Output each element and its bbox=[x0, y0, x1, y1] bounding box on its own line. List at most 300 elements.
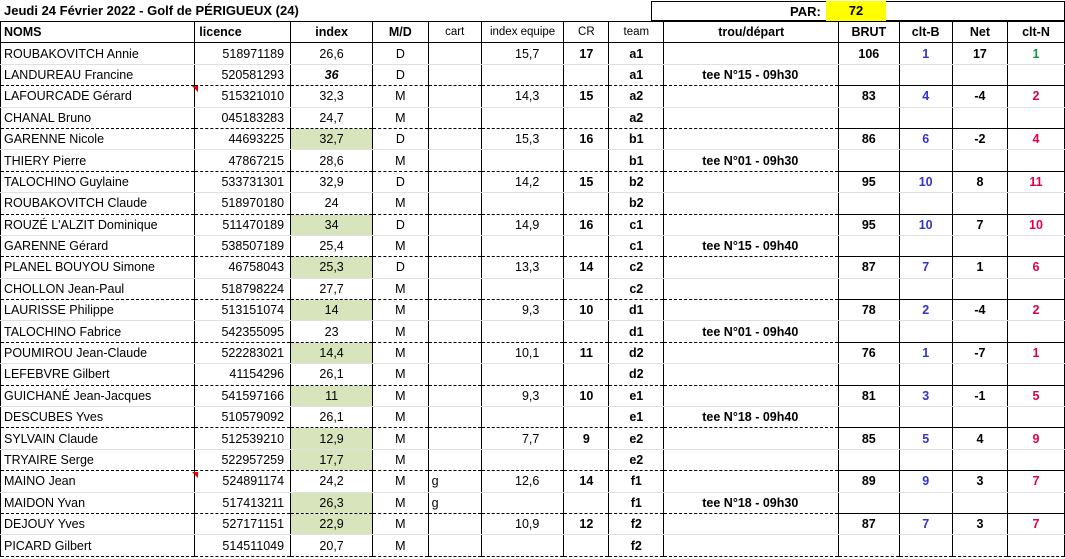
index-equipe-cell[interactable]: 14,3 bbox=[481, 86, 564, 107]
header-cart[interactable]: cart bbox=[428, 22, 481, 43]
cart-cell[interactable] bbox=[428, 535, 481, 556]
licence-cell[interactable]: 527171151 bbox=[195, 513, 291, 534]
licence-cell[interactable]: 515321010 bbox=[195, 86, 291, 107]
net-cell[interactable] bbox=[952, 449, 1007, 470]
trou-depart-cell[interactable] bbox=[664, 43, 839, 64]
player-name[interactable]: THIERY Pierre bbox=[1, 150, 195, 171]
trou-depart-cell[interactable]: tee N°18 - 09h30 bbox=[664, 492, 839, 513]
index-equipe-cell[interactable] bbox=[481, 107, 564, 128]
cr-cell[interactable] bbox=[564, 449, 609, 470]
index-cell[interactable]: 25,3 bbox=[291, 257, 373, 278]
cr-cell[interactable] bbox=[564, 364, 609, 385]
index-cell[interactable]: 24,2 bbox=[291, 471, 373, 492]
team-cell[interactable]: c2 bbox=[609, 257, 664, 278]
net-cell[interactable] bbox=[952, 321, 1007, 342]
gender-cell[interactable]: M bbox=[373, 107, 428, 128]
gender-cell[interactable]: M bbox=[373, 471, 428, 492]
cart-cell[interactable] bbox=[428, 193, 481, 214]
clt-n-cell[interactable] bbox=[1007, 321, 1064, 342]
licence-cell[interactable]: 518798224 bbox=[195, 278, 291, 299]
net-cell[interactable] bbox=[952, 64, 1007, 85]
cr-cell[interactable] bbox=[564, 150, 609, 171]
team-cell[interactable]: c2 bbox=[609, 278, 664, 299]
clt-b-cell[interactable] bbox=[899, 364, 952, 385]
licence-cell[interactable]: 44693225 bbox=[195, 128, 291, 149]
licence-cell[interactable]: 41154296 bbox=[195, 364, 291, 385]
clt-b-cell[interactable] bbox=[899, 449, 952, 470]
index-cell[interactable]: 14,4 bbox=[291, 342, 373, 363]
cart-cell[interactable] bbox=[428, 150, 481, 171]
clt-b-cell[interactable] bbox=[899, 535, 952, 556]
trou-depart-cell[interactable] bbox=[664, 449, 839, 470]
cart-cell[interactable] bbox=[428, 407, 481, 428]
team-cell[interactable]: a1 bbox=[609, 43, 664, 64]
trou-depart-cell[interactable]: tee N°01 - 09h30 bbox=[664, 150, 839, 171]
licence-cell[interactable]: 512539210 bbox=[195, 428, 291, 449]
trou-depart-cell[interactable] bbox=[664, 300, 839, 321]
index-equipe-cell[interactable] bbox=[481, 492, 564, 513]
team-cell[interactable]: e2 bbox=[609, 449, 664, 470]
net-cell[interactable]: 4 bbox=[952, 428, 1007, 449]
player-name[interactable]: TALOCHINO Fabrice bbox=[1, 321, 195, 342]
net-cell[interactable]: 7 bbox=[952, 214, 1007, 235]
clt-n-cell[interactable] bbox=[1007, 64, 1064, 85]
clt-n-cell[interactable] bbox=[1007, 364, 1064, 385]
brut-cell[interactable] bbox=[839, 535, 899, 556]
index-equipe-cell[interactable] bbox=[481, 278, 564, 299]
player-name[interactable]: TALOCHINO Guylaine bbox=[1, 171, 195, 192]
net-cell[interactable]: 17 bbox=[952, 43, 1007, 64]
team-cell[interactable]: f2 bbox=[609, 535, 664, 556]
index-cell[interactable]: 17,7 bbox=[291, 449, 373, 470]
team-cell[interactable]: f1 bbox=[609, 471, 664, 492]
cr-cell[interactable] bbox=[564, 492, 609, 513]
clt-n-cell[interactable] bbox=[1007, 449, 1064, 470]
net-cell[interactable] bbox=[952, 407, 1007, 428]
cr-cell[interactable]: 12 bbox=[564, 513, 609, 534]
net-cell[interactable]: -4 bbox=[952, 300, 1007, 321]
player-name[interactable]: SYLVAIN Claude bbox=[1, 428, 195, 449]
clt-n-cell[interactable] bbox=[1007, 150, 1064, 171]
index-equipe-cell[interactable]: 12,6 bbox=[481, 471, 564, 492]
team-cell[interactable]: e1 bbox=[609, 407, 664, 428]
gender-cell[interactable]: D bbox=[373, 128, 428, 149]
net-cell[interactable] bbox=[952, 364, 1007, 385]
gender-cell[interactable]: M bbox=[373, 364, 428, 385]
team-cell[interactable]: b1 bbox=[609, 150, 664, 171]
cr-cell[interactable]: 17 bbox=[564, 43, 609, 64]
licence-cell[interactable]: 46758043 bbox=[195, 257, 291, 278]
clt-n-cell[interactable] bbox=[1007, 407, 1064, 428]
index-equipe-cell[interactable]: 13,3 bbox=[481, 257, 564, 278]
index-equipe-cell[interactable]: 10,9 bbox=[481, 513, 564, 534]
licence-cell[interactable]: 517413211 bbox=[195, 492, 291, 513]
brut-cell[interactable]: 87 bbox=[839, 513, 899, 534]
index-cell[interactable]: 20,7 bbox=[291, 535, 373, 556]
index-cell[interactable]: 24 bbox=[291, 193, 373, 214]
cr-cell[interactable]: 16 bbox=[564, 128, 609, 149]
gender-cell[interactable]: D bbox=[373, 64, 428, 85]
clt-b-cell[interactable] bbox=[899, 64, 952, 85]
clt-b-cell[interactable]: 7 bbox=[899, 257, 952, 278]
licence-cell[interactable]: 510579092 bbox=[195, 407, 291, 428]
index-equipe-cell[interactable] bbox=[481, 321, 564, 342]
cart-cell[interactable] bbox=[428, 235, 481, 256]
clt-n-cell[interactable] bbox=[1007, 492, 1064, 513]
net-cell[interactable]: -7 bbox=[952, 342, 1007, 363]
clt-b-cell[interactable]: 3 bbox=[899, 385, 952, 406]
net-cell[interactable]: 8 bbox=[952, 171, 1007, 192]
licence-cell[interactable]: 511470189 bbox=[195, 214, 291, 235]
gender-cell[interactable]: M bbox=[373, 385, 428, 406]
clt-n-cell[interactable]: 7 bbox=[1007, 513, 1064, 534]
net-cell[interactable] bbox=[952, 150, 1007, 171]
header-clt-n[interactable]: clt-N bbox=[1007, 22, 1064, 43]
cr-cell[interactable] bbox=[564, 278, 609, 299]
net-cell[interactable]: -1 bbox=[952, 385, 1007, 406]
trou-depart-cell[interactable] bbox=[664, 471, 839, 492]
clt-n-cell[interactable] bbox=[1007, 193, 1064, 214]
net-cell[interactable]: 3 bbox=[952, 471, 1007, 492]
licence-cell[interactable]: 045183283 bbox=[195, 107, 291, 128]
cart-cell[interactable] bbox=[428, 300, 481, 321]
player-name[interactable]: LANDUREAU Francine bbox=[1, 64, 195, 85]
gender-cell[interactable]: D bbox=[373, 43, 428, 64]
player-name[interactable]: DEJOUY Yves bbox=[1, 513, 195, 534]
team-cell[interactable]: d2 bbox=[609, 342, 664, 363]
index-cell[interactable]: 11 bbox=[291, 385, 373, 406]
trou-depart-cell[interactable] bbox=[664, 193, 839, 214]
index-equipe-cell[interactable] bbox=[481, 364, 564, 385]
index-cell[interactable]: 26,3 bbox=[291, 492, 373, 513]
clt-n-cell[interactable]: 1 bbox=[1007, 43, 1064, 64]
cr-cell[interactable] bbox=[564, 107, 609, 128]
player-name[interactable]: ROUBAKOVITCH Claude bbox=[1, 193, 195, 214]
licence-cell[interactable]: 522957259 bbox=[195, 449, 291, 470]
cr-cell[interactable]: 16 bbox=[564, 214, 609, 235]
licence-cell[interactable]: 538507189 bbox=[195, 235, 291, 256]
index-equipe-cell[interactable]: 15,7 bbox=[481, 43, 564, 64]
trou-depart-cell[interactable]: tee N°18 - 09h40 bbox=[664, 407, 839, 428]
clt-b-cell[interactable]: 9 bbox=[899, 471, 952, 492]
index-cell[interactable]: 32,7 bbox=[291, 128, 373, 149]
index-equipe-cell[interactable]: 14,2 bbox=[481, 171, 564, 192]
clt-b-cell[interactable]: 1 bbox=[899, 43, 952, 64]
trou-depart-cell[interactable] bbox=[664, 128, 839, 149]
clt-b-cell[interactable] bbox=[899, 278, 952, 299]
brut-cell[interactable]: 87 bbox=[839, 257, 899, 278]
index-equipe-cell[interactable]: 14,9 bbox=[481, 214, 564, 235]
player-name[interactable]: CHANAL Bruno bbox=[1, 107, 195, 128]
clt-n-cell[interactable]: 11 bbox=[1007, 171, 1064, 192]
net-cell[interactable] bbox=[952, 107, 1007, 128]
cr-cell[interactable]: 15 bbox=[564, 86, 609, 107]
player-name[interactable]: GARENNE Nicole bbox=[1, 128, 195, 149]
index-cell[interactable]: 28,6 bbox=[291, 150, 373, 171]
clt-n-cell[interactable]: 6 bbox=[1007, 257, 1064, 278]
brut-cell[interactable]: 95 bbox=[839, 214, 899, 235]
trou-depart-cell[interactable]: tee N°01 - 09h40 bbox=[664, 321, 839, 342]
trou-depart-cell[interactable] bbox=[664, 86, 839, 107]
licence-cell[interactable]: 520581293 bbox=[195, 64, 291, 85]
cr-cell[interactable] bbox=[564, 235, 609, 256]
cart-cell[interactable] bbox=[428, 214, 481, 235]
brut-cell[interactable] bbox=[839, 278, 899, 299]
licence-cell[interactable]: 541597166 bbox=[195, 385, 291, 406]
cart-cell[interactable] bbox=[428, 428, 481, 449]
brut-cell[interactable]: 83 bbox=[839, 86, 899, 107]
brut-cell[interactable]: 86 bbox=[839, 128, 899, 149]
clt-b-cell[interactable] bbox=[899, 321, 952, 342]
gender-cell[interactable]: D bbox=[373, 171, 428, 192]
clt-b-cell[interactable]: 6 bbox=[899, 128, 952, 149]
trou-depart-cell[interactable] bbox=[664, 342, 839, 363]
clt-b-cell[interactable] bbox=[899, 235, 952, 256]
header-brut[interactable]: BRUT bbox=[839, 22, 899, 43]
index-cell[interactable]: 26,1 bbox=[291, 364, 373, 385]
team-cell[interactable]: b2 bbox=[609, 171, 664, 192]
cr-cell[interactable] bbox=[564, 407, 609, 428]
cart-cell[interactable] bbox=[428, 257, 481, 278]
index-equipe-cell[interactable]: 10,1 bbox=[481, 342, 564, 363]
brut-cell[interactable]: 106 bbox=[839, 43, 899, 64]
cr-cell[interactable]: 10 bbox=[564, 385, 609, 406]
clt-n-cell[interactable]: 1 bbox=[1007, 342, 1064, 363]
team-cell[interactable]: b2 bbox=[609, 193, 664, 214]
cr-cell[interactable]: 14 bbox=[564, 257, 609, 278]
gender-cell[interactable]: M bbox=[373, 428, 428, 449]
team-cell[interactable]: d1 bbox=[609, 300, 664, 321]
gender-cell[interactable]: M bbox=[373, 278, 428, 299]
cart-cell[interactable] bbox=[428, 107, 481, 128]
net-cell[interactable] bbox=[952, 278, 1007, 299]
team-cell[interactable]: e2 bbox=[609, 428, 664, 449]
licence-cell[interactable]: 533731301 bbox=[195, 171, 291, 192]
index-cell[interactable]: 27,7 bbox=[291, 278, 373, 299]
cart-cell[interactable] bbox=[428, 171, 481, 192]
licence-cell[interactable]: 518970180 bbox=[195, 193, 291, 214]
gender-cell[interactable]: M bbox=[373, 300, 428, 321]
brut-cell[interactable] bbox=[839, 492, 899, 513]
clt-b-cell[interactable]: 1 bbox=[899, 342, 952, 363]
player-name[interactable]: CHOLLON Jean-Paul bbox=[1, 278, 195, 299]
index-cell[interactable]: 32,9 bbox=[291, 171, 373, 192]
net-cell[interactable]: -4 bbox=[952, 86, 1007, 107]
brut-cell[interactable]: 95 bbox=[839, 171, 899, 192]
index-cell[interactable]: 26,6 bbox=[291, 43, 373, 64]
brut-cell[interactable] bbox=[839, 321, 899, 342]
header-index-equipe[interactable]: index equipe bbox=[481, 22, 564, 43]
trou-depart-cell[interactable] bbox=[664, 214, 839, 235]
clt-n-cell[interactable] bbox=[1007, 107, 1064, 128]
gender-cell[interactable]: M bbox=[373, 321, 428, 342]
header-trou-depart[interactable]: trou/départ bbox=[664, 22, 839, 43]
clt-b-cell[interactable] bbox=[899, 407, 952, 428]
cr-cell[interactable] bbox=[564, 193, 609, 214]
cr-cell[interactable]: 10 bbox=[564, 300, 609, 321]
index-equipe-cell[interactable]: 9,3 bbox=[481, 385, 564, 406]
clt-n-cell[interactable]: 9 bbox=[1007, 428, 1064, 449]
player-name[interactable]: MAINO Jean bbox=[1, 471, 195, 492]
gender-cell[interactable]: M bbox=[373, 535, 428, 556]
gender-cell[interactable]: M bbox=[373, 193, 428, 214]
gender-cell[interactable]: M bbox=[373, 150, 428, 171]
cart-cell[interactable] bbox=[428, 342, 481, 363]
brut-cell[interactable] bbox=[839, 449, 899, 470]
cart-cell[interactable]: g bbox=[428, 492, 481, 513]
header-md[interactable]: M/D bbox=[373, 22, 428, 43]
header-net[interactable]: Net bbox=[952, 22, 1007, 43]
gender-cell[interactable]: M bbox=[373, 449, 428, 470]
player-name[interactable]: GARENNE Gérard bbox=[1, 235, 195, 256]
cr-cell[interactable]: 11 bbox=[564, 342, 609, 363]
clt-b-cell[interactable]: 5 bbox=[899, 428, 952, 449]
trou-depart-cell[interactable] bbox=[664, 385, 839, 406]
team-cell[interactable]: f1 bbox=[609, 492, 664, 513]
brut-cell[interactable] bbox=[839, 107, 899, 128]
cr-cell[interactable] bbox=[564, 535, 609, 556]
gender-cell[interactable]: M bbox=[373, 235, 428, 256]
gender-cell[interactable]: M bbox=[373, 86, 428, 107]
team-cell[interactable]: a2 bbox=[609, 86, 664, 107]
cart-cell[interactable] bbox=[428, 364, 481, 385]
cart-cell[interactable] bbox=[428, 449, 481, 470]
trou-depart-cell[interactable] bbox=[664, 257, 839, 278]
player-name[interactable]: DESCUBES Yves bbox=[1, 407, 195, 428]
index-cell[interactable]: 25,4 bbox=[291, 235, 373, 256]
player-name[interactable]: PLANEL BOUYOU Simone bbox=[1, 257, 195, 278]
net-cell[interactable] bbox=[952, 235, 1007, 256]
team-cell[interactable]: d2 bbox=[609, 364, 664, 385]
brut-cell[interactable] bbox=[839, 235, 899, 256]
cart-cell[interactable] bbox=[428, 513, 481, 534]
brut-cell[interactable] bbox=[839, 64, 899, 85]
cart-cell[interactable] bbox=[428, 278, 481, 299]
clt-n-cell[interactable] bbox=[1007, 535, 1064, 556]
index-cell[interactable]: 22,9 bbox=[291, 513, 373, 534]
licence-cell[interactable]: 542355095 bbox=[195, 321, 291, 342]
clt-b-cell[interactable]: 2 bbox=[899, 300, 952, 321]
trou-depart-cell[interactable]: tee N°15 - 09h30 bbox=[664, 64, 839, 85]
gender-cell[interactable]: M bbox=[373, 407, 428, 428]
index-cell[interactable]: 32,3 bbox=[291, 86, 373, 107]
team-cell[interactable]: b1 bbox=[609, 128, 664, 149]
gender-cell[interactable]: D bbox=[373, 257, 428, 278]
licence-cell[interactable]: 518971189 bbox=[195, 43, 291, 64]
team-cell[interactable]: a1 bbox=[609, 64, 664, 85]
header-index[interactable]: index bbox=[291, 22, 373, 43]
trou-depart-cell[interactable] bbox=[664, 107, 839, 128]
header-cr[interactable]: CR bbox=[564, 22, 609, 43]
player-name[interactable]: POUMIROU Jean-Claude bbox=[1, 342, 195, 363]
trou-depart-cell[interactable] bbox=[664, 513, 839, 534]
brut-cell[interactable]: 89 bbox=[839, 471, 899, 492]
clt-b-cell[interactable]: 10 bbox=[899, 171, 952, 192]
brut-cell[interactable] bbox=[839, 193, 899, 214]
index-cell[interactable]: 23 bbox=[291, 321, 373, 342]
brut-cell[interactable] bbox=[839, 150, 899, 171]
index-equipe-cell[interactable] bbox=[481, 407, 564, 428]
player-name[interactable]: LAFOURCADE Gérard bbox=[1, 86, 195, 107]
team-cell[interactable]: d1 bbox=[609, 321, 664, 342]
brut-cell[interactable]: 78 bbox=[839, 300, 899, 321]
brut-cell[interactable] bbox=[839, 407, 899, 428]
player-name[interactable]: GUICHANÉ Jean-Jacques bbox=[1, 385, 195, 406]
cr-cell[interactable]: 14 bbox=[564, 471, 609, 492]
index-cell[interactable]: 24,7 bbox=[291, 107, 373, 128]
clt-n-cell[interactable]: 2 bbox=[1007, 86, 1064, 107]
clt-n-cell[interactable]: 5 bbox=[1007, 385, 1064, 406]
index-cell[interactable]: 34 bbox=[291, 214, 373, 235]
clt-n-cell[interactable]: 10 bbox=[1007, 214, 1064, 235]
brut-cell[interactable]: 76 bbox=[839, 342, 899, 363]
header-names[interactable]: NOMS bbox=[1, 22, 195, 43]
index-cell[interactable]: 12,9 bbox=[291, 428, 373, 449]
index-equipe-cell[interactable] bbox=[481, 535, 564, 556]
brut-cell[interactable]: 81 bbox=[839, 385, 899, 406]
licence-cell[interactable]: 514511049 bbox=[195, 535, 291, 556]
index-equipe-cell[interactable]: 9,3 bbox=[481, 300, 564, 321]
clt-n-cell[interactable]: 2 bbox=[1007, 300, 1064, 321]
player-name[interactable]: MAIDON Yvan bbox=[1, 492, 195, 513]
player-name[interactable]: TRYAIRE Serge bbox=[1, 449, 195, 470]
player-name[interactable]: LEFEBVRE Gilbert bbox=[1, 364, 195, 385]
index-equipe-cell[interactable] bbox=[481, 64, 564, 85]
cart-cell[interactable] bbox=[428, 321, 481, 342]
team-cell[interactable]: c1 bbox=[609, 235, 664, 256]
trou-depart-cell[interactable]: tee N°15 - 09h40 bbox=[664, 235, 839, 256]
team-cell[interactable]: f2 bbox=[609, 513, 664, 534]
cart-cell[interactable] bbox=[428, 128, 481, 149]
cart-cell[interactable]: g bbox=[428, 471, 481, 492]
par-value[interactable]: 72 bbox=[826, 1, 886, 21]
clt-b-cell[interactable]: 7 bbox=[899, 513, 952, 534]
team-cell[interactable]: c1 bbox=[609, 214, 664, 235]
clt-n-cell[interactable] bbox=[1007, 278, 1064, 299]
net-cell[interactable]: 3 bbox=[952, 513, 1007, 534]
player-name[interactable]: LAURISSE Philippe bbox=[1, 300, 195, 321]
licence-cell[interactable]: 522283021 bbox=[195, 342, 291, 363]
cr-cell[interactable] bbox=[564, 64, 609, 85]
gender-cell[interactable]: M bbox=[373, 492, 428, 513]
index-cell[interactable]: 26,1 bbox=[291, 407, 373, 428]
net-cell[interactable] bbox=[952, 492, 1007, 513]
cr-cell[interactable]: 9 bbox=[564, 428, 609, 449]
net-cell[interactable]: 1 bbox=[952, 257, 1007, 278]
team-cell[interactable]: e1 bbox=[609, 385, 664, 406]
brut-cell[interactable]: 85 bbox=[839, 428, 899, 449]
player-name[interactable]: ROUZÉ L'ALZIT Dominique bbox=[1, 214, 195, 235]
clt-b-cell[interactable] bbox=[899, 107, 952, 128]
index-equipe-cell[interactable]: 15,3 bbox=[481, 128, 564, 149]
brut-cell[interactable] bbox=[839, 364, 899, 385]
clt-b-cell[interactable]: 10 bbox=[899, 214, 952, 235]
index-cell[interactable]: 36 bbox=[291, 64, 373, 85]
cart-cell[interactable] bbox=[428, 64, 481, 85]
header-clt-b[interactable]: clt-B bbox=[899, 22, 952, 43]
licence-cell[interactable]: 513151074 bbox=[195, 300, 291, 321]
player-name[interactable]: PICARD Gilbert bbox=[1, 535, 195, 556]
clt-b-cell[interactable] bbox=[899, 150, 952, 171]
trou-depart-cell[interactable] bbox=[664, 428, 839, 449]
trou-depart-cell[interactable] bbox=[664, 278, 839, 299]
cart-cell[interactable] bbox=[428, 86, 481, 107]
team-cell[interactable]: a2 bbox=[609, 107, 664, 128]
player-name[interactable]: ROUBAKOVITCH Annie bbox=[1, 43, 195, 64]
trou-depart-cell[interactable] bbox=[664, 535, 839, 556]
index-equipe-cell[interactable] bbox=[481, 449, 564, 470]
net-cell[interactable] bbox=[952, 193, 1007, 214]
